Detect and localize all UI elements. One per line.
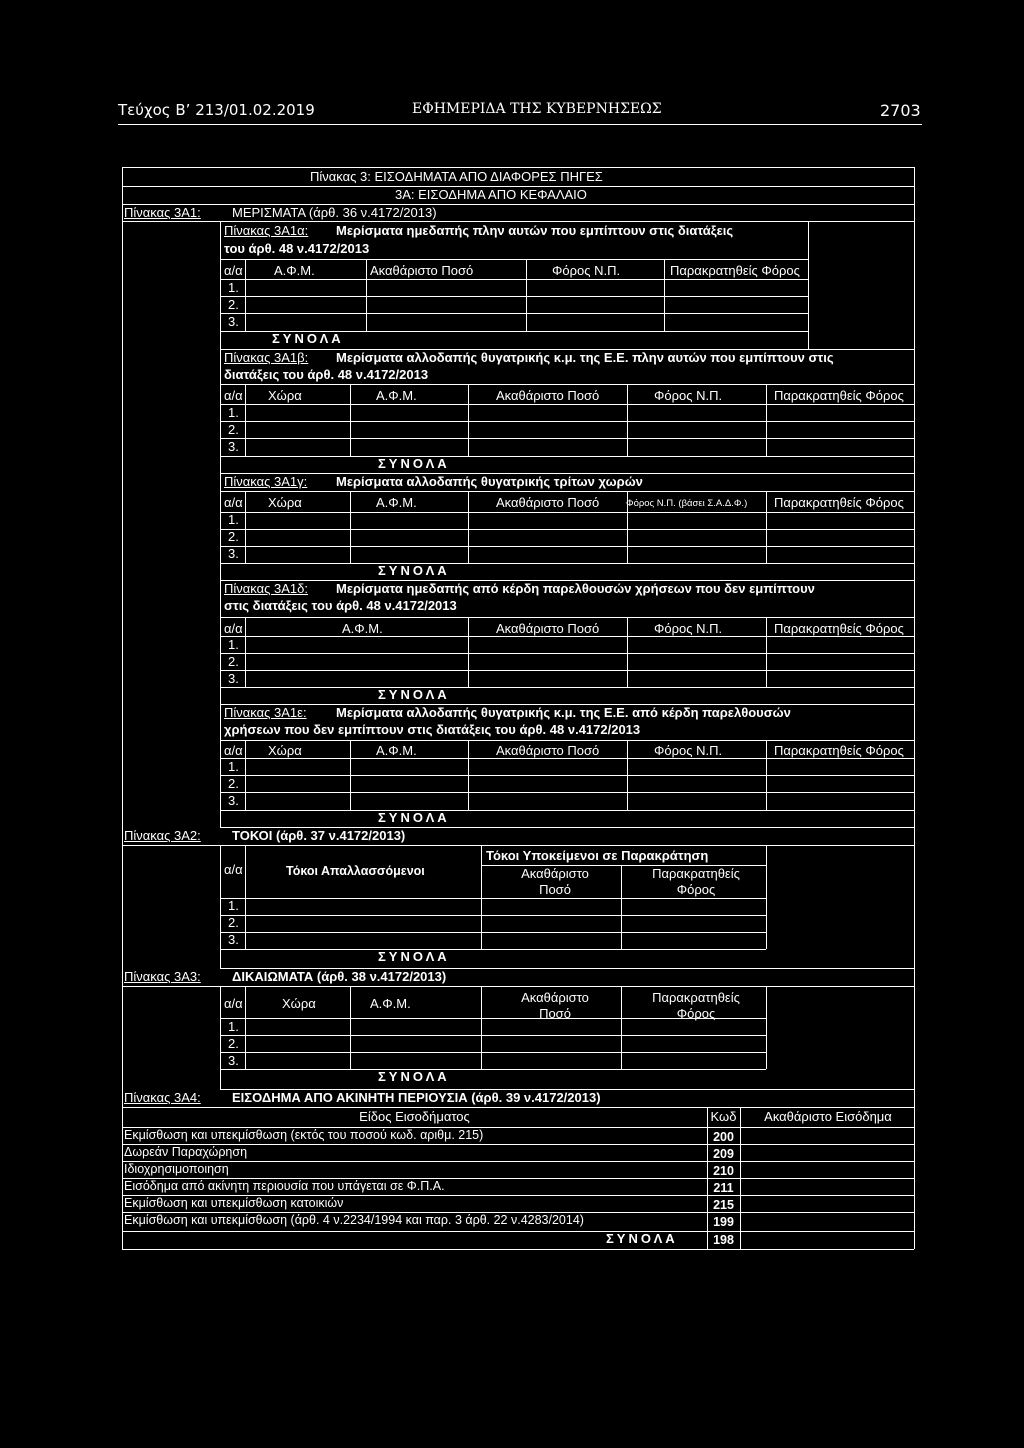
rule-line: [220, 296, 808, 297]
rule-line: [220, 792, 914, 793]
table3a3-title: ΔΙΚΑΙΩΜΑΤΑ (άρθ. 38 ν.4172/2013): [232, 969, 447, 984]
rule-line: [220, 775, 914, 776]
income-type-row: Ιδιοχρησιμοποιηση: [124, 1162, 229, 1176]
rule-line: [122, 1249, 914, 1250]
table3a1a-heading-line2: του άρθ. 48 ν.4172/2013: [224, 241, 370, 256]
rule-line: [220, 898, 766, 899]
gazette-title: ΕΦΗΜΕΡΙΔΑ ΤΗΣ ΚΥΒΕΡΝΗΣΕΩΣ: [412, 101, 662, 117]
table3a1e-heading-line2: χρήσεων που δεν εμπίπτουν στις διατάξεις του άρθ. 48 ν.4172/2013: [224, 722, 641, 737]
table3a4-title: ΕΙΣΟΔΗΜΑ ΑΠΟ ΑΚΙΝΗΤΗ ΠΕΡΙΟΥΣΙΑ (άρθ. 39 ν.4172/2013): [232, 1090, 601, 1105]
cell-border: [468, 617, 469, 687]
cell-border: [766, 845, 767, 949]
col-header-gross-income: Ακαθάριστο Εισόδημα: [764, 1109, 892, 1124]
rule-line: [220, 670, 914, 671]
rule-line: [220, 653, 914, 654]
cell-border: [481, 845, 482, 949]
table3a1d-label: Πίνακας 3Α1δ:: [224, 581, 309, 596]
row-number: 3.: [228, 546, 239, 561]
rule-line: [220, 617, 914, 618]
table3a1g-label: Πίνακας 3Α1γ:: [224, 474, 308, 489]
row-number: 1.: [228, 512, 239, 527]
col-header-afm: Α.Φ.Μ.: [274, 263, 315, 278]
rule-line: [220, 758, 914, 759]
table3a4-label: Πίνακας 3Α4:: [124, 1090, 201, 1105]
col-header-withheld-2: Φόρος: [676, 1006, 716, 1021]
row-number: 2.: [228, 1036, 239, 1051]
row-number: 3.: [228, 793, 239, 808]
rule-line: [220, 1069, 766, 1070]
income-code: 210: [713, 1164, 734, 1178]
row-number: 3.: [228, 932, 239, 947]
col-header-tax-np: Φόρος Ν.Π.: [654, 743, 723, 758]
col-header-withheld: Παρακρατηθείς Φόρος: [774, 495, 904, 510]
total-code: 198: [713, 1233, 734, 1247]
rule-line: [220, 810, 914, 811]
cell-border: [245, 986, 246, 1069]
col-header-withheld: Παρακρατηθείς Φόρος: [774, 743, 904, 758]
col-header-gross-1: Ακαθάριστο: [521, 990, 589, 1005]
income-type-row: Δωρεάν Παραχώρηση: [124, 1145, 248, 1159]
row-number: 1.: [228, 898, 239, 913]
col-header-afm: Α.Φ.Μ.: [370, 996, 411, 1011]
row-number: 1.: [228, 637, 239, 652]
col-header-withheld: Παρακρατηθείς Φόρος: [774, 388, 904, 403]
rule-line: [122, 1231, 914, 1232]
col-header-gross: Ακαθάριστο Ποσό: [496, 621, 600, 636]
table3a1-title: ΜΕΡΙΣΜΑΤΑ (άρθ. 36 ν.4172/2013): [232, 205, 437, 220]
col-header-afm: Α.Φ.Μ.: [376, 495, 417, 510]
table3a1e-heading-line1: Μερίσματα αλλοδαπής θυγατρικής κ.μ. της Ε.Ε. από κέρδη παρελθουσών: [336, 705, 791, 720]
col-header-aa: α/α: [224, 388, 243, 403]
col-header-gross-2: Ποσό: [539, 1006, 571, 1021]
cell-border: [664, 259, 665, 331]
rule-line: [220, 1035, 766, 1036]
income-type-row: Εκμίσθωση και υπεκμίσθωση κατοικιών: [124, 1196, 344, 1210]
table3a1b-heading-line1: Μερίσματα αλλοδαπής θυγατρικής κ.μ. της Ε.Ε. πλην αυτών που εμπίπτουν στις: [336, 350, 834, 365]
page-number: 2703: [880, 101, 921, 120]
col-header-tax-np: Φόρος Ν.Π.: [654, 388, 723, 403]
total-label: ΣΥΝΟΛΑ: [378, 949, 450, 964]
cell-border: [627, 384, 628, 456]
cell-border: [350, 986, 351, 1069]
col-header-withheld-2: Φόρος: [676, 882, 716, 897]
table3a1a-heading-line1: Μερίσματα ημεδαπής πλην αυτών που εμπίπτουν στις διατάξεις: [336, 223, 734, 238]
col-header-aa: α/α: [224, 263, 243, 278]
cell-border: [766, 491, 767, 563]
income-code: 211: [713, 1181, 734, 1195]
cell-border: [245, 617, 246, 687]
rule-line: [220, 636, 914, 637]
cell-border: [766, 384, 767, 456]
col-header-subject-withholding: Τόκοι Υποκείμενοι σε Παρακράτηση: [486, 848, 709, 863]
cell-border: [627, 617, 628, 687]
rule-line: [122, 221, 914, 222]
col-header-exempt-interest: Τόκοι Απαλλασσόμενοι: [286, 864, 425, 878]
col-header-gross: Ακαθάριστο Ποσό: [496, 388, 600, 403]
row-number: 1.: [228, 280, 239, 295]
col-header-aa: α/α: [224, 743, 243, 758]
rule-line: [122, 845, 914, 846]
cell-border: [468, 384, 469, 456]
col-header-afm: Α.Φ.Μ.: [376, 388, 417, 403]
rule-line: [122, 167, 914, 168]
table3a3-label: Πίνακας 3Α3:: [124, 969, 201, 984]
row-number: 2.: [228, 915, 239, 930]
col-header-aa: α/α: [224, 996, 243, 1011]
col-header-gross: Ακαθάριστο Ποσό: [496, 743, 600, 758]
cell-border: [366, 259, 367, 331]
col-header-aa: α/α: [224, 495, 243, 510]
rule-line: [220, 563, 914, 564]
col-header-gross-1: Ακαθάριστο: [521, 866, 589, 881]
cell-border: [766, 740, 767, 810]
table3a1g-heading-line1: Μερίσματα αλλοδαπής θυγατρικής τρίτων χωρών: [336, 474, 643, 489]
rule-line: [220, 1052, 766, 1053]
cell-border: [740, 1107, 741, 1249]
rule-line: [122, 1161, 914, 1162]
col-header-income-type: Είδος Εισοδήματος: [359, 1109, 470, 1124]
rule-line: [122, 1107, 914, 1108]
rule-line: [220, 740, 914, 741]
income-type-row: Εισόδημα από ακίνητη περιουσία που υπάγεται σε Φ.Π.Α.: [124, 1179, 445, 1193]
cell-border: [220, 221, 221, 827]
col-header-country: Χώρα: [268, 495, 302, 510]
col-header-country: Χώρα: [268, 388, 302, 403]
col-header-tax-np: Φόρος Ν.Π.: [552, 263, 621, 278]
total-label: ΣΥΝΟΛΑ: [378, 563, 450, 578]
col-header-country: Χώρα: [282, 996, 316, 1011]
cell-border: [350, 384, 351, 456]
row-number: 2.: [228, 776, 239, 791]
cell-border: [220, 986, 221, 1089]
table3a1d-heading-line1: Μερίσματα ημεδαπής από κέρδη παρελθουσών χρήσεων που δεν εμπίπτουν: [336, 581, 815, 596]
col-header-gross: Ακαθάριστο Ποσό: [496, 495, 600, 510]
rule-line: [220, 1018, 766, 1019]
cell-border: [122, 167, 123, 1249]
col-header-withheld-1: Παρακρατηθείς: [652, 866, 740, 881]
total-label: ΣΥΝΟΛΑ: [378, 687, 450, 702]
table3a-subtitle: 3Α: ΕΙΣΟΔΗΜΑ ΑΠΟ ΚΕΦΑΛΑΙΟ: [395, 187, 587, 202]
rule-line: [220, 546, 914, 547]
row-number: 2.: [228, 422, 239, 437]
rule-line: [220, 687, 914, 688]
row-number: 1.: [228, 1019, 239, 1034]
table3a1d-heading-line2: στις διατάξεις του άρθ. 48 ν.4172/2013: [224, 598, 457, 613]
col-header-tax-np-sadf: Φόρος Ν.Π. (βάσει Σ.Α.Δ.Φ.): [626, 498, 748, 509]
cell-border: [245, 740, 246, 810]
cell-border: [766, 986, 767, 1069]
table3a1e-label: Πίνακας 3Α1ε:: [224, 705, 307, 720]
rule-line: [220, 932, 766, 933]
col-header-gross: Ακαθάριστο Ποσό: [370, 263, 474, 278]
income-type-row: Εκμίσθωση και υπεκμίσθωση (άρθ. 4 ν.2234/1994 και παρ. 3 άρθ. 22 ν.4283/2014): [124, 1213, 584, 1227]
rule-line: [220, 313, 808, 314]
total-label: ΣΥΝΟΛΑ: [378, 1069, 450, 1084]
total-label: ΣΥΝΟΛΑ: [378, 810, 450, 825]
cell-border: [245, 491, 246, 563]
table3a2-label: Πίνακας 3Α2:: [124, 828, 201, 843]
col-header-code: Κωδ: [710, 1109, 737, 1124]
income-code: 199: [713, 1215, 734, 1229]
table3-title: Πίνακας 3: ΕΙΣΟΔΗΜΑΤΑ ΑΠΟ ΔΙΑΦΟΡΕΣ ΠΗΓΕΣ: [310, 169, 603, 184]
rule-line: [220, 491, 914, 492]
table3a2-title: ΤΟΚΟΙ (άρθ. 37 ν.4172/2013): [232, 828, 406, 843]
col-header-withheld: Παρακρατηθείς Φόρος: [774, 621, 904, 636]
row-number: 2.: [228, 529, 239, 544]
table3a1b-label: Πίνακας 3Α1β:: [224, 350, 309, 365]
table3a1-label: Πίνακας 3Α1:: [124, 205, 201, 220]
col-header-country: Χώρα: [268, 743, 302, 758]
cell-border: [808, 221, 809, 349]
cell-border: [245, 845, 246, 949]
rule-line: [220, 384, 914, 385]
cell-border: [468, 491, 469, 563]
row-number: 3.: [228, 1053, 239, 1068]
cell-border: [245, 259, 246, 331]
col-header-afm: Α.Φ.Μ.: [342, 621, 383, 636]
row-number: 3.: [228, 671, 239, 686]
income-code: 209: [713, 1147, 734, 1161]
rule-line: [220, 404, 914, 405]
rule-line: [220, 421, 914, 422]
total-label: ΣΥΝΟΛΑ: [272, 331, 344, 346]
cell-border: [621, 865, 622, 949]
rule-line: [220, 438, 914, 439]
row-number: 2.: [228, 297, 239, 312]
income-type-row: Εκμίσθωση και υπεκμίσθωση (εκτός του ποσού κωδ. αριθμ. 215): [124, 1128, 484, 1142]
table3a1a-label: Πίνακας 3Α1α:: [224, 223, 309, 238]
rule-line: [220, 512, 914, 513]
rule-line: [220, 456, 914, 457]
rule-line: [220, 949, 766, 950]
rule-line: [220, 279, 808, 280]
income-code: 215: [713, 1198, 734, 1212]
cell-border: [350, 740, 351, 810]
cell-border: [245, 384, 246, 456]
rule-line: [220, 259, 808, 260]
income-code: 200: [713, 1130, 734, 1144]
cell-border: [914, 167, 915, 1249]
col-header-withheld: Παρακρατηθείς Φόρος: [670, 263, 800, 278]
row-number: 3.: [228, 439, 239, 454]
cell-border: [468, 740, 469, 810]
col-header-aa: α/α: [224, 621, 243, 636]
rule-line: [220, 915, 766, 916]
cell-border: [627, 491, 628, 563]
cell-border: [627, 740, 628, 810]
total-label: ΣΥΝΟΛΑ: [378, 456, 450, 471]
row-number: 1.: [228, 405, 239, 420]
cell-border: [766, 617, 767, 687]
col-header-aa: α/α: [224, 862, 243, 877]
table3a1b-heading-line2: διατάξεις του άρθ. 48 ν.4172/2013: [224, 367, 429, 382]
row-number: 3.: [228, 314, 239, 329]
row-number: 2.: [228, 654, 239, 669]
col-header-gross-2: Ποσό: [539, 882, 571, 897]
cell-border: [481, 986, 482, 1069]
col-header-withheld-1: Παρακρατηθείς: [652, 990, 740, 1005]
cell-border: [621, 986, 622, 1069]
col-header-tax-np: Φόρος Ν.Π.: [654, 621, 723, 636]
row-number: 1.: [228, 759, 239, 774]
rule-line: [122, 986, 914, 987]
issue-number: Τεύχος Β’ 213/01.02.2019: [118, 101, 315, 119]
total-label: ΣΥΝΟΛΑ: [606, 1231, 678, 1246]
cell-border: [526, 259, 527, 331]
rule-line: [220, 529, 914, 530]
cell-border: [350, 491, 351, 563]
cell-border: [707, 1107, 708, 1249]
header-rule: [118, 124, 922, 125]
col-header-afm: Α.Φ.Μ.: [376, 743, 417, 758]
